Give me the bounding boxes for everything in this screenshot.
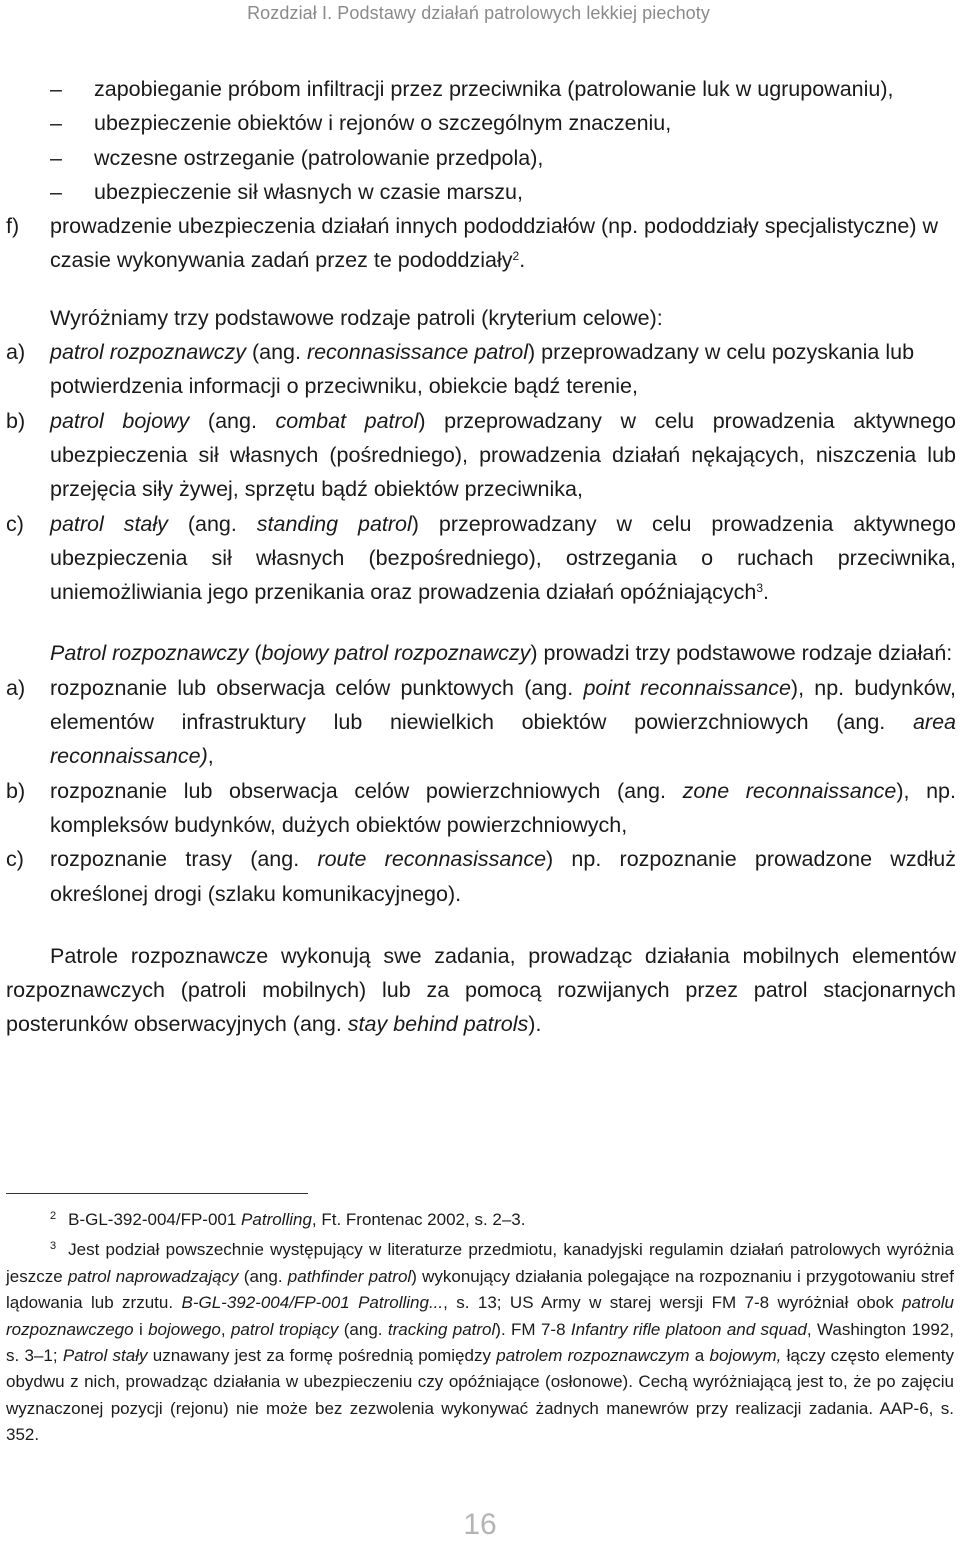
item-label: a) [6, 675, 26, 700]
item-label: c) [6, 511, 24, 536]
footnote-ref: 3 [756, 581, 764, 596]
dash-marker: – [50, 111, 62, 136]
list-item [6, 72, 956, 106]
recon-type-item [6, 842, 956, 911]
dash-marker: – [50, 145, 62, 170]
footnote-2: $^2$ B-GL-392-004/FP-001 Patrolling, Ft. Frontenac 2002, s. 2–3. [50, 1210, 526, 1229]
list-item-text: ubezpieczenie obiektów i rejonów o szczególnym znaczeniu, [94, 111, 672, 136]
item-label: b) [6, 408, 26, 433]
item-label: c) [6, 847, 24, 872]
list-item-text: wczesne ostrzeganie (patrolowanie przedpola), [94, 145, 544, 170]
list-item-text: ubezpieczenie sił własnych w czasie marszu, [94, 179, 523, 204]
intro-paragraph: Wyróżniamy trzy podstawowe rodzaje patroli (kryterium celowe): [50, 305, 663, 330]
footnote-ref: 2 [512, 249, 520, 264]
footnote-separator [6, 1193, 308, 1194]
list-item [6, 175, 956, 209]
recon-type-item [6, 774, 956, 843]
item-text: rozpoznanie lub obserwacja celów punktowych (ang. point reconnaissance), np. budynków, elementów infrastruktury lub niewielkich obiektów powierzchniowych (ang. area reconnaissance), [50, 675, 956, 769]
item-text: rozpoznanie trasy (ang. route reconnasissance) np. rozpoznanie prowadzone wzdłuż określonej drogi (szlaku komunikacyjnego). [50, 847, 957, 906]
list-item-f [6, 209, 956, 278]
running-header: Rozdział I. Podstawy działań patrolowych lekkiej piechoty [247, 3, 710, 23]
item-text: patrol rozpoznawczy (ang. reconnasissance patrol) przeprowadzany w celu pozyskania lub potwierdzenia informacji o przeciwniku, obiekcie bądź terenie, [50, 340, 915, 399]
item-label: f) [6, 214, 20, 239]
recon-paragraph: Patrol rozpoznawczy (bojowy patrol rozpoznawczy) prowadzi trzy podstawowe rodzaje działań: [50, 641, 953, 666]
item-label: b) [6, 778, 26, 803]
main-text [6, 72, 956, 1042]
item-text: patrol stały (ang. standing patrol) przeprowadzany w celu prowadzenia aktywnego ubezpieczenia sił własnych (bezpośredniego), ostrzegania o ruchach przeciwnika, uniemożliwiania jego przenikania oraz prowadzenia działań opóźniających$^3$. [50, 511, 956, 605]
item-text: patrol bojowy (ang. combat patrol) przeprowadzany w celu prowadzenia aktywnego ubezpieczenia sił własnych (pośredniego), prowadzenia działań nękających, niszczenia lub przejęcia siły żywej, sprzętu bądź obiektów przeciwnika, [50, 408, 957, 502]
recon-type-item [6, 671, 956, 774]
footnotes [6, 1207, 954, 1449]
patrol-type-item [6, 404, 956, 507]
item-label: a) [6, 340, 26, 365]
list-item-text: zapobieganie próbom infiltracji przez przeciwnika (patrolowanie luk w ugrupowaniu), [94, 77, 894, 101]
patrol-type-item [6, 335, 956, 404]
closing-paragraph: Patrole rozpoznawcze wykonują swe zadania, prowadząc działania mobilnych elementów rozpoznawczych (patroli mobilnych) lub za pomocą rozwijanych przez patrol stacjonarnych posterunków obserwacyjnych (ang. stay behind patrols). [6, 943, 956, 1037]
item-text: prowadzenie ubezpieczenia działań innych pododdziałów (np. pododdziały specjalistyczne) w czasie wykonywania zadań przez te pododdziały$^2$. [50, 214, 939, 273]
list-item [6, 141, 956, 175]
page-number: 16 [463, 1508, 497, 1541]
dash-marker: – [50, 77, 62, 101]
patrol-type-item [6, 507, 956, 610]
list-item [6, 106, 956, 140]
dash-marker: – [50, 179, 62, 204]
item-text: rozpoznanie lub obserwacja celów powierzchniowych (ang. zone reconnaissance), np. kompleksów budynków, dużych obiektów powierzchniowych, [50, 778, 956, 837]
footnote-3: $^3$ Jest podział powszechnie występujący w literaturze przedmiotu, kanadyjski regulamin działań patrolowych wyróżnia jeszcze patrol naprowadzający (ang. pathfinder patrol) wykonujący działania polegające na rozpoznaniu i przygotowaniu stref lądowania lub zrzutu. B-GL-392-004/FP-001 Patrolling..., s. 13; US Army w starej wersji FM 7-8 wyróżniał obok patrolu rozpoznawczego i bojowego, patrol tropiący (ang. tracking patrol). FM 7-8 Infantry rifle platoon and squad, Washington 1992, s. 3–1; Patrol stały uznawany jest za formę pośrednią pomiędzy patrolem rozpoznawczym a bojowym, łączy często elementy obydwu z nich, prowadząc działania w ubezpieczeniu czy opóźniające (osłonowe). Cechą wyróżniającą jest to, że po zajęciu wyznaczonej pozycji (rejonu) nie może bez zezwolenia wykonywać żadnych manewrów przy realizacji zadania. AAP-6, s. 352. [6, 1240, 955, 1445]
